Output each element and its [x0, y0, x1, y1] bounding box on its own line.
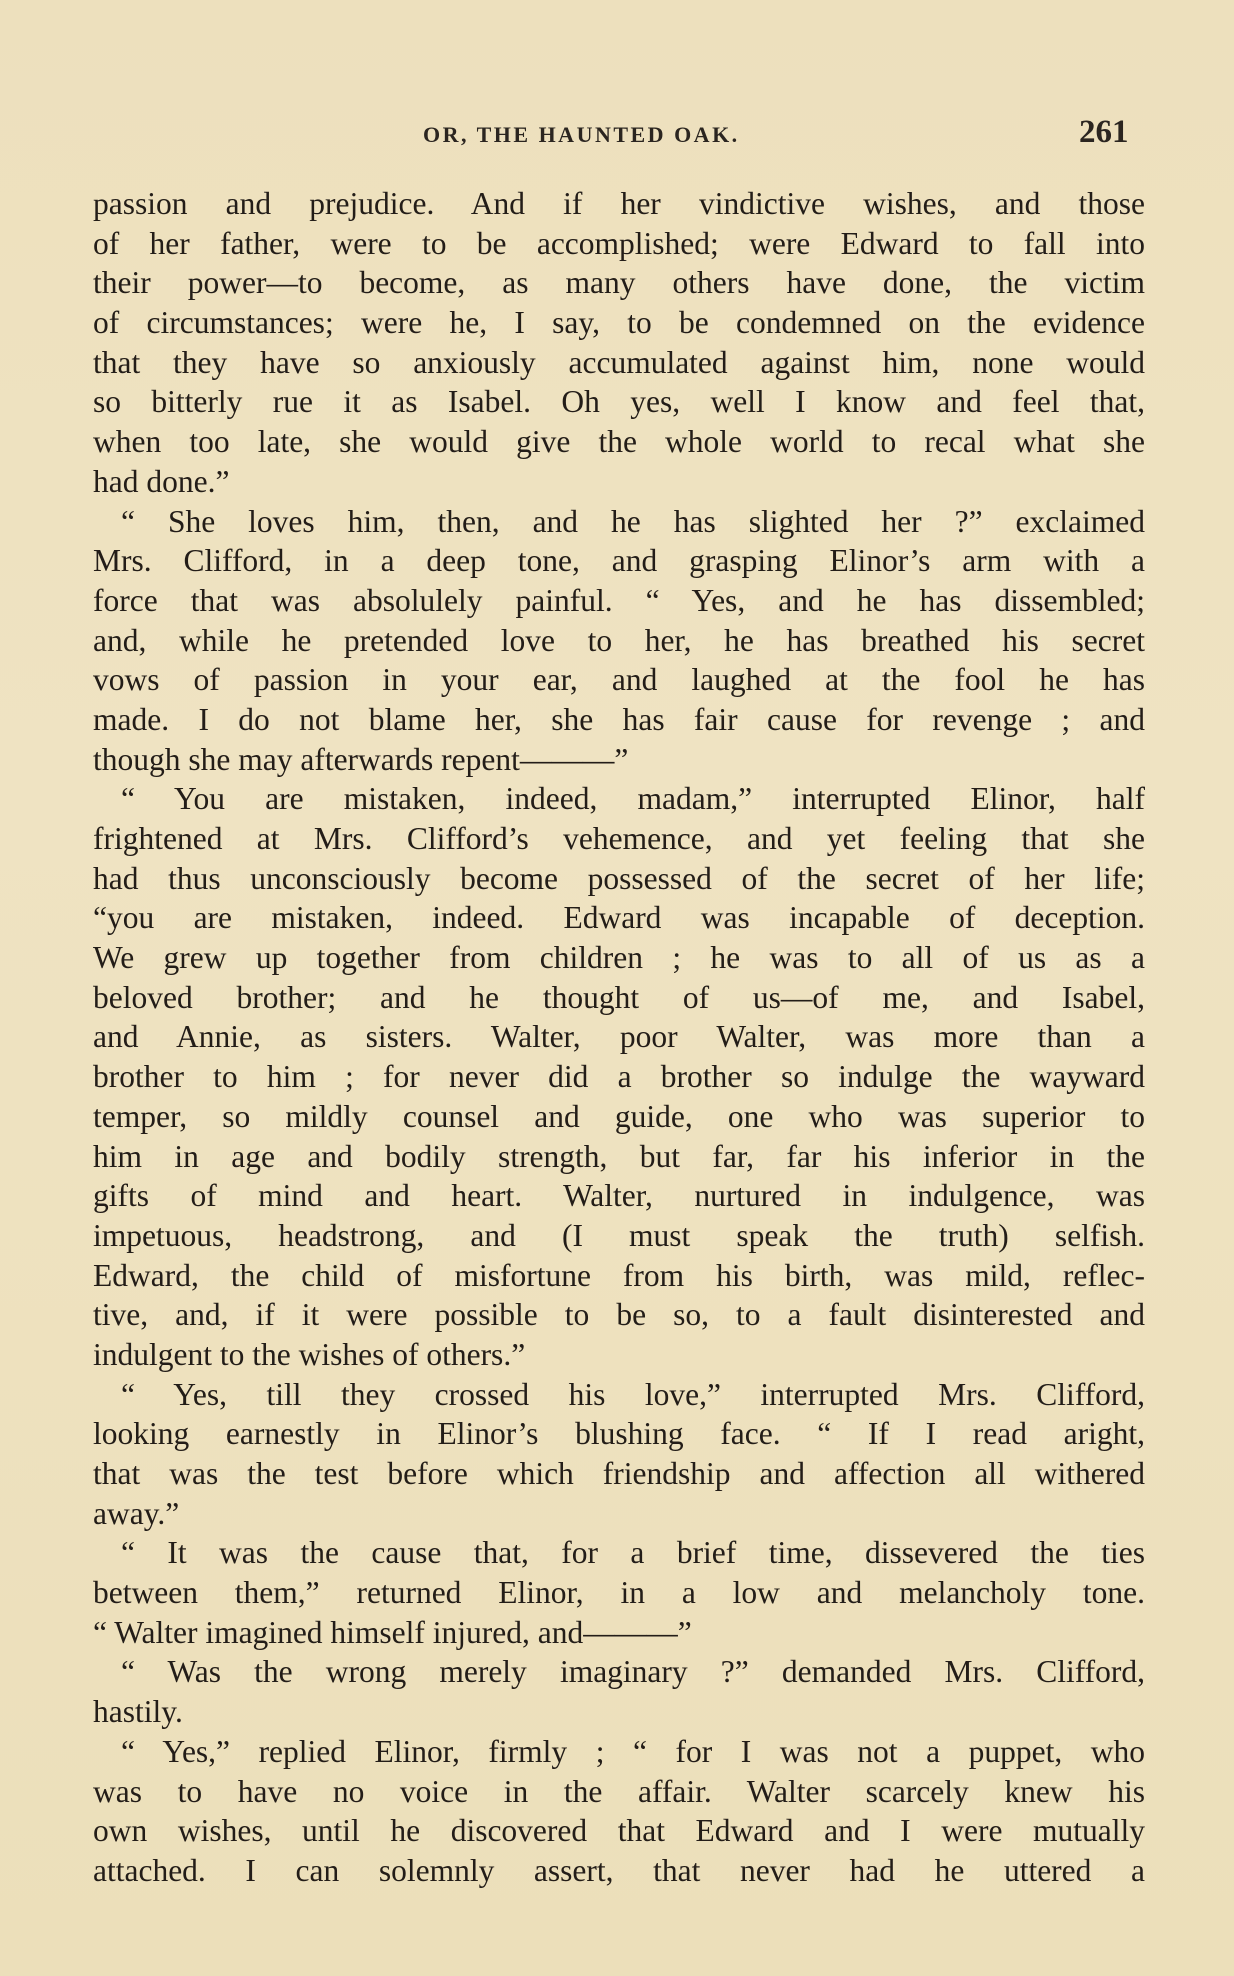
text-line: and Annie, as sisters. Walter, poor Walter, was more than a: [93, 1019, 1145, 1055]
text-line: that was the test before which friendship and affection all withered: [93, 1456, 1145, 1491]
text-line: him in age and bodily strength, but far, far his inferior in the: [93, 1138, 1145, 1174]
text-line: “ It was the cause that, for a brief time, dissevered the ties: [121, 1535, 1145, 1571]
text-line: passion and prejudice. And if her vindictive wishes, and those: [93, 186, 1145, 221]
text-line: frightened at Mrs. Clifford’s vehemence, and yet feeling that she: [93, 821, 1145, 856]
text-line: of her father, were to be accomplished; were Edward to fall into: [93, 225, 1145, 261]
text-line: that they have so anxiously accumulated against him, none would: [93, 344, 1145, 380]
text-line: of circumstances; were he, I say, to be condemned on the evidence: [93, 305, 1145, 341]
text-line: “ Yes,” replied Elinor, firmly ; “ for I was not a puppet, who: [121, 1733, 1145, 1769]
text-line: temper, so mildly counsel and guide, one who was superior to: [93, 1098, 1145, 1134]
text-line: away.”: [93, 1495, 180, 1531]
text-line: “ Was the wrong merely imaginary ?” demanded Mrs. Clifford,: [121, 1654, 1145, 1690]
text-line: “ Yes, till they crossed his love,” interrupted Mrs. Clifford,: [121, 1376, 1145, 1412]
text-line: when too late, she would give the whole world to recal what she: [93, 424, 1145, 460]
text-line: though she may afterwards repent———”: [93, 741, 629, 777]
text-line: force that was absolulely painful. “ Yes, and he has dissembled;: [93, 582, 1145, 618]
text-line: vows of passion in your ear, and laughed at the fool he has: [93, 662, 1145, 698]
page-header: [0, 114, 1234, 158]
text-line: their power—to become, as many others have done, the victim: [93, 265, 1145, 301]
text-line: brother to him ; for never did a brother so indulge the wayward: [93, 1059, 1145, 1095]
text-line: between them,” returned Elinor, in a low and melancholy tone.: [93, 1575, 1145, 1611]
text-line: Edward, the child of misfortune from his birth, was mild, reflec-: [93, 1257, 1145, 1293]
text-line: Mrs. Clifford, in a deep tone, and grasping Elinor’s arm with a: [93, 543, 1145, 579]
text-line: attached. I can solemnly assert, that never had he uttered a: [93, 1852, 1145, 1888]
text-line: had done.”: [93, 463, 230, 499]
text-line: and, while he pretended love to her, he has breathed his secret: [93, 622, 1145, 658]
text-line: indulgent to the wishes of others.”: [93, 1336, 526, 1372]
text-line: “ She loves him, then, and he has slighted her ?” exclaimed: [121, 503, 1145, 539]
text-line: “you are mistaken, indeed. Edward was incapable of deception.: [93, 900, 1145, 936]
text-line: hastily.: [93, 1694, 183, 1730]
text-line: “ Walter imagined himself injured, and———”: [93, 1614, 692, 1650]
running-head: OR, THE HAUNTED OAK.: [423, 122, 740, 147]
body-text: [93, 184, 1145, 1891]
text-line: gifts of mind and heart. Walter, nurtured in indulgence, was: [93, 1178, 1145, 1214]
text-line: had thus unconsciously become possessed of the secret of her life;: [93, 860, 1145, 896]
text-line: so bitterly rue it as Isabel. Oh yes, well I know and feel that,: [93, 384, 1145, 420]
text-line: was to have no voice in the affair. Walter scarcely knew his: [93, 1773, 1145, 1809]
text-line: tive, and, if it were possible to be so, to a fault disinterested and: [93, 1297, 1145, 1333]
text-line: “ You are mistaken, indeed, madam,” interrupted Elinor, half: [121, 781, 1145, 817]
text-line: beloved brother; and he thought of us—of me, and Isabel,: [93, 979, 1145, 1015]
text-line: We grew up together from children ; he was to all of us as a: [93, 940, 1145, 976]
text-line: looking earnestly in Elinor’s blushing face. “ If I read aright,: [93, 1416, 1145, 1452]
text-line: own wishes, until he discovered that Edward and I were mutually: [93, 1813, 1145, 1849]
text-line: made. I do not blame her, she has fair cause for revenge ; and: [93, 701, 1145, 737]
text-line: impetuous, headstrong, and (I must speak the truth) selfish.: [93, 1217, 1145, 1253]
page-number: 261: [1079, 114, 1129, 150]
